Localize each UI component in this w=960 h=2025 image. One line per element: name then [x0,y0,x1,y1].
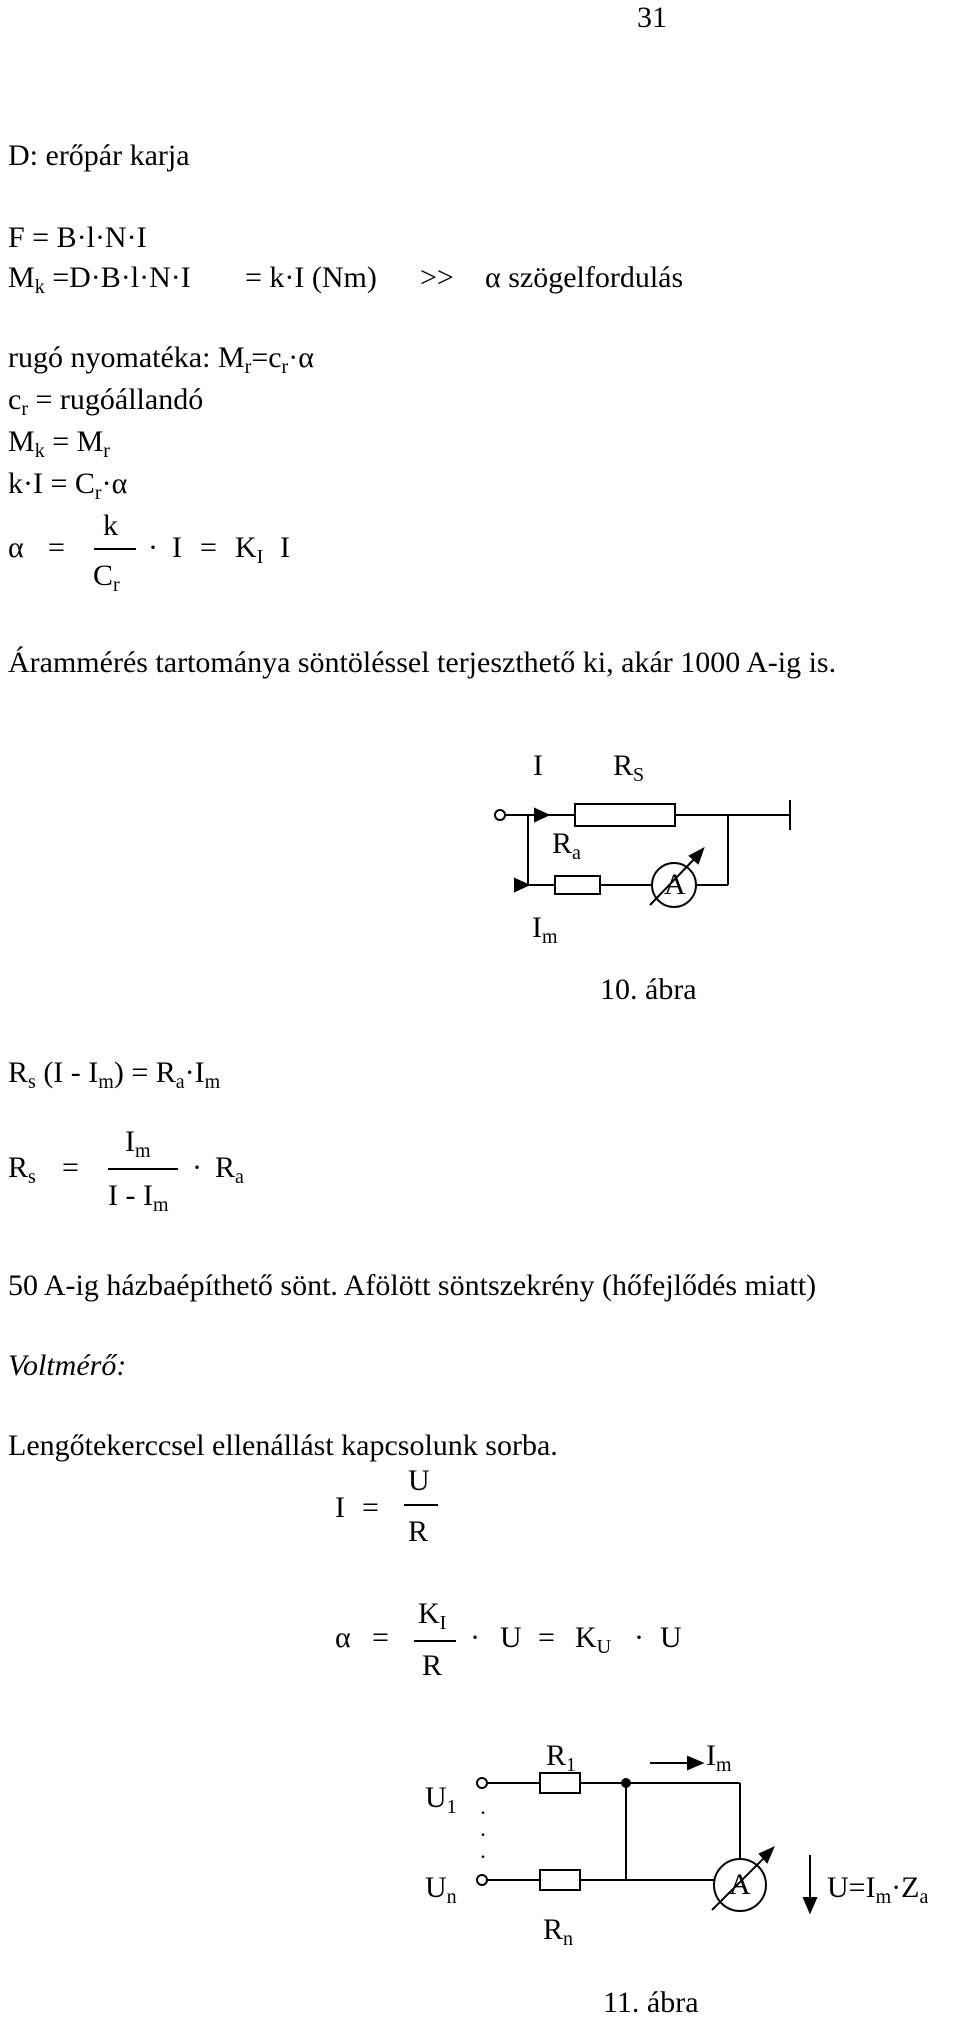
frac4-u2: U [660,1621,682,1654]
frac2-dot: · [192,1151,202,1184]
frac2-den: I - $I_m$ [108,1179,169,1216]
line-lengotekercs: Lengőtekerccsel ellenállást kapcsolunk sorba. [8,1429,558,1462]
fig10-ra: $R_a$ [552,827,581,864]
eq-mk-tail: α szögelfordulás [485,261,684,294]
frac1-k: $K_I$ [235,531,264,568]
eq-rs: $R_s$ $(I - I_m) = R_a\cdot I_m$ [8,1056,221,1093]
page-number: 31 [637,1,667,34]
frac4-dot: · [470,1621,480,1654]
frac2-eq: = [62,1151,79,1184]
eq-cr: $c_r$ = rugóállandó [8,383,204,420]
fig11-r1: $R_1$ [546,1739,577,1776]
eq-rugo: rugó nyomatéka: $M_r=c_r\cdot\alpha$ [8,341,314,378]
fig10-rs: $R_S$ [613,749,645,786]
line-50a: 50 A-ig házbaépíthető sönt. Afölött söntszekrény (hőfejlődés miatt) [8,1269,817,1302]
frac4-den: R [422,1649,443,1682]
frac4-eq: = [372,1621,389,1654]
frac3-eq: = [362,1491,379,1524]
eq-ki-cr: $k\cdot I = C_r\cdot\alpha$ [8,467,128,504]
frac1-num: k [103,509,118,542]
eq-mk-mr: $M_k = M_r$ [8,425,110,462]
fig11-im: $I_m$ [706,1739,732,1776]
frac2-ra: $R_a$ [215,1151,244,1188]
fig11-un: $U_n$ [425,1871,457,1908]
eq-mk-mid: = k·I (Nm) [245,261,377,294]
fig11-rn: $R_n$ [543,1913,574,1950]
frac1-i2: I [280,531,290,564]
fig10-i: I [533,749,543,782]
frac2-rs: $R_s$ [8,1151,36,1188]
fig11-caption: 11. ábra [603,1986,699,2019]
frac1-eq2: = [200,531,217,564]
fig11-uout: $U=I_m\cdot Z_a$ [827,1871,929,1908]
eq-mk-arrow: >> [420,261,454,294]
frac3-den: R [408,1515,429,1548]
eq-mk: $M_k =D\cdot B\cdot l\cdot N\cdot I$ [8,261,191,298]
eq-f: F = B·l·N·I [8,221,147,254]
frac4-eq2: = [538,1621,555,1654]
fig11-u1: $U_1$ [425,1781,457,1818]
frac3-i: I [335,1491,345,1524]
frac1-eq: = [48,531,65,564]
frac4-alpha: α [335,1621,351,1654]
fig10-ammeter-a: A [664,868,686,901]
fig11-ammeter-a: A [729,1868,751,1901]
frac4-k: $K_U$ [575,1621,612,1658]
frac1-den: $C_r$ [93,559,120,596]
fig11-dots: . . . [480,1794,486,1863]
fig10-im: $I_m$ [532,911,558,948]
frac1-i: I [172,531,182,564]
frac2-num: $I_m$ [125,1125,151,1162]
heading-voltmero: Voltmérő: [8,1349,127,1382]
frac1-alpha: α [8,531,24,564]
line-arammeres: Árammérés tartománya söntöléssel terjeszthető ki, akár 1000 A-ig is. [8,646,837,679]
frac4-dot2: · [634,1621,644,1654]
frac1-dot: · [148,531,158,564]
fig10-caption: 10. ábra [600,973,697,1006]
line-d: D: erőpár karja [8,139,190,172]
frac3-num: U [408,1464,430,1497]
frac4-u: U [500,1621,522,1654]
frac4-num: $K_I$ [418,1597,447,1634]
